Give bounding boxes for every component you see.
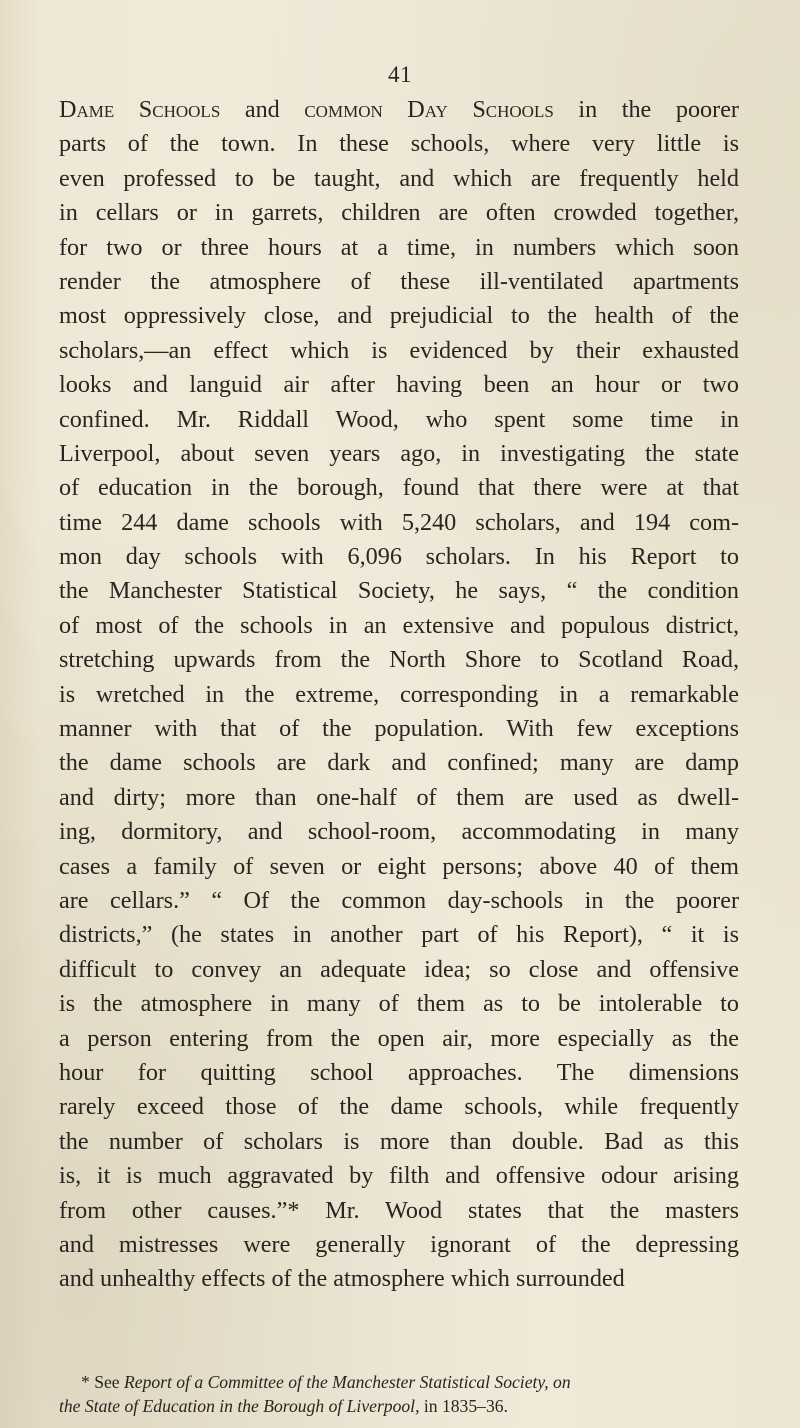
text-line: parts of the town. In these schools, where very little is (59, 130, 739, 158)
text-line: for two or three hours at a time, in numbers which soon (59, 233, 739, 261)
text-line: difficult to convey an adequate idea; so close and offensive (59, 955, 739, 983)
text-line: and mistresses were generally ignorant of the depressing (59, 1230, 739, 1258)
text-line: Liverpool, about seven years ago, in investigating the state (59, 439, 739, 467)
text-line: looks and languid air after having been an hour or two (59, 371, 739, 399)
text-line: are cellars.” “ Of the common day-schools in the poorer (59, 886, 739, 914)
text-run: and (220, 96, 305, 123)
footnote-marker: * (81, 1372, 90, 1392)
small-caps-text: Dame Schools (59, 96, 221, 123)
text-line: is wretched in the extreme, corresponding in a remarkable (59, 680, 739, 708)
footnote-line-1 (59, 1370, 742, 1394)
text-line: scholars,—an effect which is evidenced by their exhausted (59, 336, 739, 364)
text-line: mon day schools with 6,096 scholars. In his Report to (59, 543, 739, 571)
footnote-title-2: the State of Education in the Borough of Liverpool, (59, 1396, 420, 1416)
text-line: stretching upwards from the North Shore to Scotland Road, (59, 646, 739, 674)
text-line: confined. Mr. Riddall Wood, who spent some time in (59, 405, 739, 433)
text-line: the number of scholars is more than double. Bad as this (59, 1127, 739, 1155)
text-line: most oppressively close, and prejudicial to the health of the (59, 302, 739, 330)
page-number: 41 (388, 62, 412, 87)
text-line (59, 93, 739, 127)
footnote-see: See (94, 1372, 120, 1392)
text-line: a person entering from the open air, more especially as the (59, 1024, 739, 1052)
footnote (59, 1370, 742, 1418)
footnote-title-1: Report of a Committee of the Manchester Statistical Society, on (124, 1372, 571, 1392)
text-line: rarely exceed those of the dame schools, while frequently (59, 1093, 739, 1121)
text-line: is, it is much aggravated by filth and offensive odour arising (59, 1162, 739, 1190)
text-line: time 244 dame schools with 5,240 scholars, and 194 com- (59, 508, 739, 536)
text-line: the dame schools are dark and confined; many are damp (59, 749, 739, 777)
text-line: render the atmosphere of these ill-ventilated apartments (59, 267, 739, 295)
text-line: districts,” (he states in another part of his Report), “ it is (59, 921, 739, 949)
text-line: in cellars or in garrets, children are often crowded together, (59, 199, 739, 227)
text-line: even professed to be taught, and which are frequently held (59, 164, 739, 192)
text-line: of most of the schools in an extensive and populous district, (59, 611, 739, 639)
text-line: and dirty; more than one-half of them are used as dwell- (59, 783, 739, 811)
text-line: is the atmosphere in many of them as to be intolerable to (59, 990, 739, 1018)
text-line: of education in the borough, found that there were at that (59, 474, 739, 502)
body-text (59, 93, 739, 1297)
text-line: cases a family of seven or eight persons; above 40 of them (59, 852, 739, 880)
text-line: manner with that of the population. With few exceptions (59, 715, 739, 743)
text-line: the Manchester Statistical Society, he says, “ the condition (59, 577, 739, 605)
small-caps-text: common Day Schools (304, 96, 554, 123)
text-line: and unhealthy effects of the atmosphere which surrounded (59, 1265, 625, 1293)
text-line: hour for quitting school approaches. The dimensions (59, 1058, 739, 1086)
text-line: ing, dormitory, and school-room, accommodating in many (59, 818, 739, 846)
footnote-line-2 (59, 1394, 742, 1418)
text-run: in the poorer (553, 96, 739, 123)
footnote-tail: in 1835–36. (423, 1396, 508, 1416)
text-line: from other causes.”* Mr. Wood states that the masters (59, 1196, 739, 1224)
